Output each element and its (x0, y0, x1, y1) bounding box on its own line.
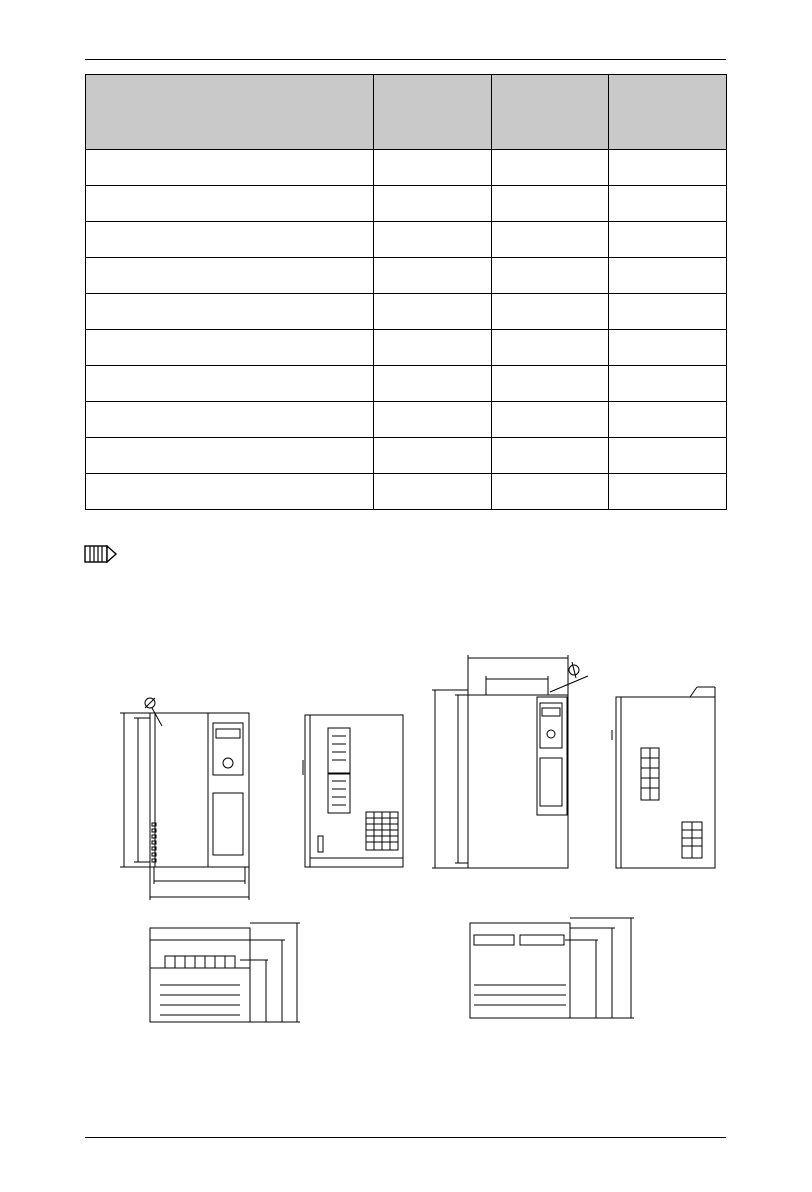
table-cell (374, 366, 492, 402)
note-icon (84, 545, 118, 563)
table-row (86, 294, 727, 330)
table-cell (609, 150, 727, 186)
side-view-small (303, 715, 403, 867)
table-cell (492, 402, 609, 438)
table-header-cell (374, 75, 492, 150)
table-cell (86, 330, 374, 366)
table-cell (86, 186, 374, 222)
table-cell (492, 438, 609, 474)
table-cell (374, 330, 492, 366)
table-cell (86, 150, 374, 186)
table-cell (492, 150, 609, 186)
table-cell (86, 258, 374, 294)
table-cell (86, 402, 374, 438)
table-row (86, 402, 727, 438)
table-cell (492, 186, 609, 222)
table-cell (609, 366, 727, 402)
table-cell (492, 294, 609, 330)
side-view-large (612, 687, 715, 868)
table-cell (86, 474, 374, 510)
table-cell (609, 438, 727, 474)
table-cell (374, 402, 492, 438)
table-cell (609, 474, 727, 510)
table-row (86, 474, 727, 510)
table-cell (374, 438, 492, 474)
table-row (86, 438, 727, 474)
bottom-view-large (470, 918, 634, 1018)
table-cell (374, 150, 492, 186)
table-row (86, 150, 727, 186)
footer-rule (85, 1137, 726, 1138)
table-cell (609, 186, 727, 222)
table-cell (374, 222, 492, 258)
table-cell (374, 294, 492, 330)
table-cell (374, 258, 492, 294)
table-cell (609, 222, 727, 258)
table-header-cell (609, 75, 727, 150)
header-rule (85, 59, 726, 60)
table-header-cell (492, 75, 609, 150)
bottom-view-small (150, 923, 300, 1022)
table-cell (492, 366, 609, 402)
table-cell (609, 330, 727, 366)
table-cell (374, 186, 492, 222)
table-cell (86, 438, 374, 474)
front-view-small (120, 698, 249, 900)
table-row (86, 366, 727, 402)
table-cell (492, 474, 609, 510)
table-cell (86, 222, 374, 258)
table-row (86, 330, 727, 366)
table-header-row (86, 75, 727, 150)
table-cell (374, 474, 492, 510)
table-header-cell (86, 75, 374, 150)
table-row (86, 258, 727, 294)
table-cell (86, 366, 374, 402)
table-cell (492, 258, 609, 294)
table-cell (609, 294, 727, 330)
table-cell (609, 258, 727, 294)
table-cell (492, 222, 609, 258)
dimension-drawings (0, 640, 812, 1040)
front-view-large (432, 655, 588, 868)
spec-table (85, 74, 727, 510)
table-row (86, 222, 727, 258)
table-row (86, 186, 727, 222)
table-cell (86, 294, 374, 330)
table-cell (492, 330, 609, 366)
table-cell (609, 402, 727, 438)
